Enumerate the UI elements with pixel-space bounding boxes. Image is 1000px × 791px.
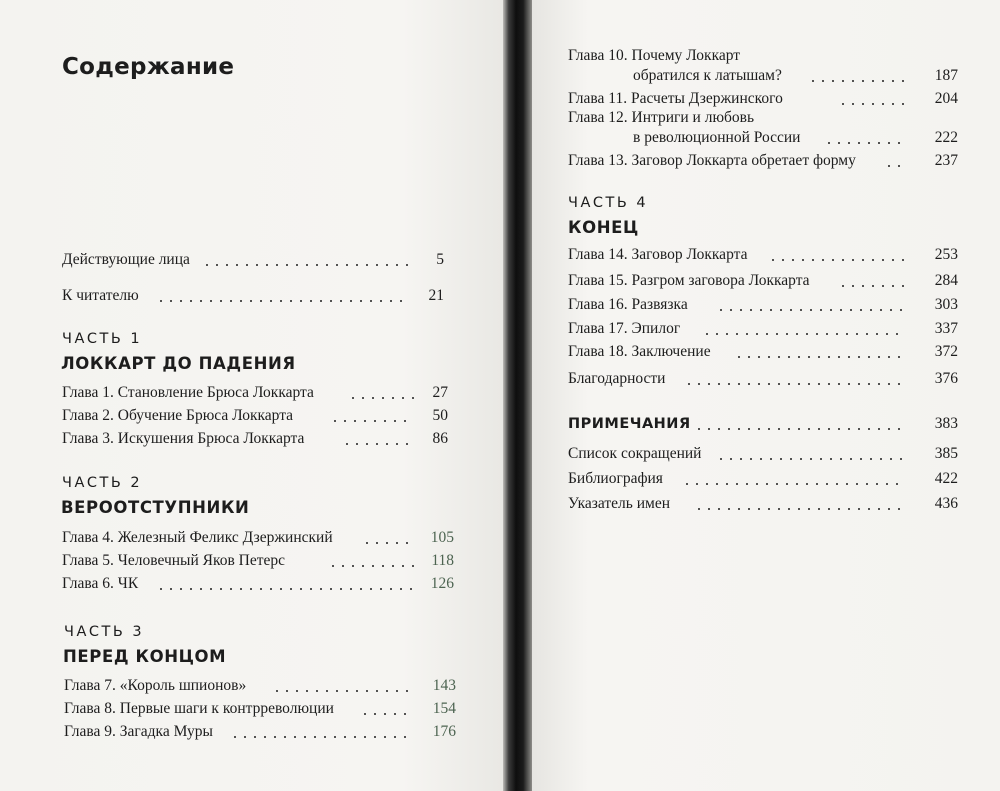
toc-entry-label: Список сокращений xyxy=(568,445,702,462)
dot-leader xyxy=(272,690,410,692)
dot-leader xyxy=(328,565,414,567)
dot-leader xyxy=(884,165,906,167)
dot-leader xyxy=(716,309,906,311)
toc-entry-chapter[interactable] xyxy=(568,46,958,86)
toc-page-number: 143 xyxy=(432,677,456,694)
dot-leader xyxy=(342,443,414,445)
toc-page-number: 176 xyxy=(432,723,456,740)
toc-page-number: 105 xyxy=(430,529,454,546)
toc-entry-chapter[interactable] xyxy=(64,674,456,696)
toc-entry-notes[interactable] xyxy=(568,412,958,434)
toc-entry-label: Глава 3. Искушения Брюса Локкарта xyxy=(62,430,305,447)
dot-leader xyxy=(838,285,906,287)
dot-leader xyxy=(156,588,414,590)
dot-leader xyxy=(716,458,906,460)
toc-entry-front-2[interactable] xyxy=(62,284,444,306)
toc-page-number: 337 xyxy=(934,320,958,337)
toc-entry-front-1[interactable] xyxy=(62,248,444,270)
toc-entry-label: Глава 11. Расчеты Дзержинского xyxy=(568,90,783,107)
toc-page-number: 118 xyxy=(431,552,454,569)
toc-entry-back[interactable] xyxy=(568,467,958,489)
dot-leader xyxy=(682,483,906,485)
toc-entry-chapter[interactable] xyxy=(568,340,958,362)
toc-page-number: 422 xyxy=(934,470,958,487)
toc-page-number: 383 xyxy=(934,415,958,432)
toc-entry-label: Глава 13. Заговор Локкарта обретает форму xyxy=(568,152,856,169)
toc-page-number: 222 xyxy=(934,129,958,146)
toc-page-number: 154 xyxy=(432,700,456,717)
toc-entry-label: Действующие лица xyxy=(62,251,190,268)
toc-page-number: 126 xyxy=(430,575,454,592)
toc-entry-label: К читателю xyxy=(62,287,139,304)
dot-leader xyxy=(230,736,410,738)
toc-page-number: 303 xyxy=(934,296,958,313)
part-title: ЛОККАРТ ДО ПАДЕНИЯ xyxy=(61,354,296,373)
dot-leader xyxy=(348,397,414,399)
part-label: ЧАСТЬ 2 xyxy=(62,475,143,491)
toc-entry-chapter[interactable] xyxy=(568,149,958,171)
toc-entry-label-cont: в революционной России xyxy=(633,129,801,146)
toc-page-number: 50 xyxy=(432,407,448,424)
toc-entry-label: Глава 4. Железный Феликс Дзержинский xyxy=(62,529,333,546)
toc-entry-label: Глава 2. Обучение Брюса Локкарта xyxy=(62,407,294,424)
toc-entry-label: ПРИМЕЧАНИЯ xyxy=(568,416,691,432)
toc-page-number: 372 xyxy=(934,343,958,360)
dot-leader xyxy=(702,333,906,335)
toc-entry-chapter[interactable] xyxy=(62,572,454,594)
dot-leader xyxy=(768,259,906,261)
dot-leader xyxy=(694,508,906,510)
page-title: Содержание xyxy=(62,54,235,80)
toc-page-number: 187 xyxy=(934,67,958,84)
toc-page-number: 436 xyxy=(934,495,958,512)
toc-entry-label: Библиография xyxy=(568,470,663,487)
toc-entry-label: Глава 6. ЧК xyxy=(62,575,139,592)
toc-page-number: 204 xyxy=(934,90,958,107)
toc-entry-label: Глава 14. Заговор Локкарта xyxy=(568,246,748,263)
part-title: ПЕРЕД КОНЦОМ xyxy=(63,647,227,666)
part-label: ЧАСТЬ 1 xyxy=(62,331,143,347)
dot-leader xyxy=(734,356,906,358)
dot-leader xyxy=(360,713,410,715)
toc-entry-label: Глава 7. «Король шпионов» xyxy=(64,677,247,694)
toc-entry-chapter[interactable] xyxy=(568,106,958,148)
toc-page-number: 284 xyxy=(934,272,958,289)
dot-leader xyxy=(694,428,906,430)
toc-entry-chapter[interactable] xyxy=(62,427,448,449)
toc-entry-label: Глава 5. Человечный Яков Петерс xyxy=(62,552,285,569)
toc-entry-label: Благодарности xyxy=(568,370,666,387)
right-page xyxy=(532,0,1000,791)
toc-page-number: 86 xyxy=(432,430,448,447)
toc-entry-label: Указатель имен xyxy=(568,495,670,512)
dot-leader xyxy=(808,80,906,82)
toc-entry-chapter[interactable] xyxy=(62,526,454,548)
toc-entry-chapter[interactable] xyxy=(64,720,456,742)
toc-entry-chapter[interactable] xyxy=(62,404,448,426)
toc-entry-label: Глава 17. Эпилог xyxy=(568,320,681,337)
toc-entry-label: Глава 9. Загадка Муры xyxy=(64,723,213,740)
toc-entry-chapter[interactable] xyxy=(64,697,456,719)
dot-leader xyxy=(824,142,906,144)
toc-page-number: 237 xyxy=(934,152,958,169)
toc-entry-chapter[interactable] xyxy=(568,317,958,339)
part-label: ЧАСТЬ 4 xyxy=(568,195,649,211)
dot-leader xyxy=(156,300,406,302)
toc-page-number: 21 xyxy=(428,287,444,304)
toc-page-number: 385 xyxy=(934,445,958,462)
toc-entry-label: Глава 15. Разгром заговора Локкарта xyxy=(568,272,810,289)
toc-entry-chapter[interactable] xyxy=(62,381,448,403)
toc-entry-acknowledgements[interactable] xyxy=(568,367,958,389)
toc-entry-chapter[interactable] xyxy=(568,293,958,315)
toc-page-number: 253 xyxy=(934,246,958,263)
book-gutter xyxy=(503,0,532,791)
toc-entry-label: Глава 1. Становление Брюса Локкарта xyxy=(62,384,314,401)
toc-entry-back[interactable] xyxy=(568,442,958,464)
toc-entry-chapter[interactable] xyxy=(568,243,958,265)
toc-entry-label: Глава 8. Первые шаги к контрреволюции xyxy=(64,700,334,717)
part-label: ЧАСТЬ 3 xyxy=(64,624,145,640)
toc-page-number: 376 xyxy=(934,370,958,387)
part-title: ВЕРООТСТУПНИКИ xyxy=(61,498,250,517)
toc-entry-label-cont: обратился к латышам? xyxy=(633,67,782,84)
dot-leader xyxy=(330,420,414,422)
dot-leader xyxy=(362,542,414,544)
part-title: КОНЕЦ xyxy=(568,218,639,237)
toc-entry-chapter[interactable] xyxy=(568,269,958,291)
toc-entry-chapter[interactable] xyxy=(62,549,454,571)
dot-leader xyxy=(684,383,906,385)
toc-page-number: 5 xyxy=(436,251,444,268)
toc-entry-label: Глава 16. Развязка xyxy=(568,296,688,313)
toc-entry-back[interactable] xyxy=(568,492,958,514)
toc-entry-label: Глава 10. Почему Локкарт xyxy=(568,47,741,64)
dot-leader xyxy=(202,264,414,266)
dot-leader xyxy=(838,103,906,105)
toc-entry-label: Глава 18. Заключение xyxy=(568,343,711,360)
toc-entry-label: Глава 12. Интриги и любовь xyxy=(568,109,755,126)
toc-page-number: 27 xyxy=(432,384,448,401)
